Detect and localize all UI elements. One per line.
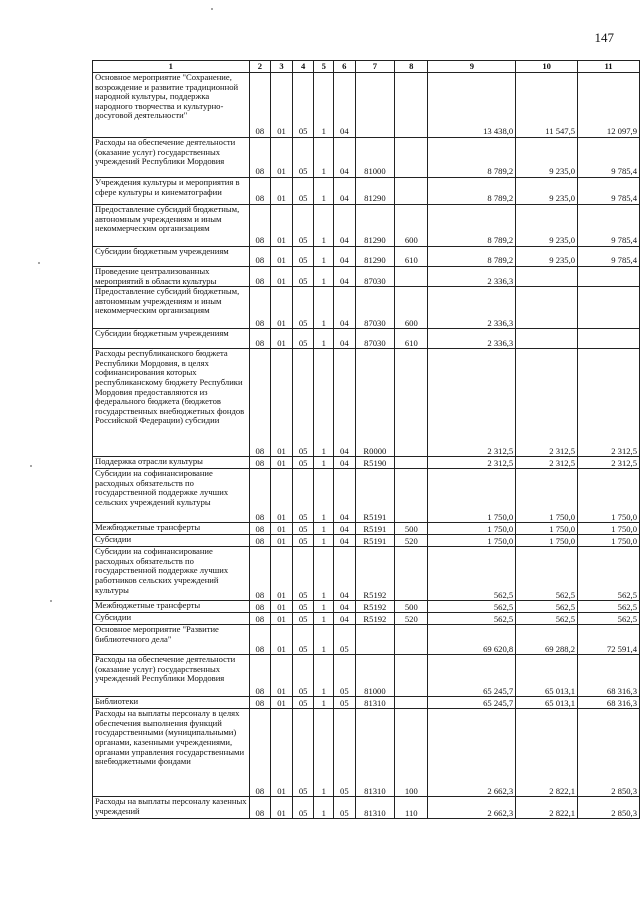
code-cell: 01	[271, 457, 293, 469]
row-name: Субсидии бюджетным учреждениям	[93, 247, 250, 267]
code-cell: 05	[292, 601, 314, 613]
page-number: 147	[594, 30, 614, 45]
scan-speck	[30, 465, 32, 467]
code-cell: 05	[292, 535, 314, 547]
code-cell: 05	[292, 655, 314, 697]
code-cell: 08	[249, 655, 271, 697]
code-cell: 08	[249, 469, 271, 523]
code-cell: R5191	[355, 535, 395, 547]
code-cell: 05	[334, 697, 356, 709]
code-cell: 1	[314, 138, 334, 178]
code-cell: 04	[334, 535, 356, 547]
code-cell: 05	[292, 697, 314, 709]
code-cell: 01	[271, 613, 293, 625]
code-cell: 08	[249, 247, 271, 267]
code-cell: 08	[249, 457, 271, 469]
code-cell: 81310	[355, 697, 395, 709]
amount-cell: 8 789,2	[428, 178, 516, 205]
amount-cell	[578, 287, 640, 329]
code-cell: 81290	[355, 247, 395, 267]
table-row	[93, 287, 640, 329]
code-cell: 01	[271, 73, 293, 138]
row-name: Субсидии	[93, 613, 250, 625]
code-cell: 01	[271, 523, 293, 535]
code-cell: 81290	[355, 178, 395, 205]
row-name: Расходы на обеспечение деятельности (оказание услуг) государственных учреждений Республики Мордовия	[93, 138, 250, 178]
amount-cell: 1 750,0	[578, 535, 640, 547]
table-header-row	[93, 61, 640, 73]
code-cell: 81310	[355, 709, 395, 797]
code-cell	[395, 73, 428, 138]
table-row	[93, 547, 640, 601]
table-row	[93, 73, 640, 138]
row-name: Межбюджетные трансферты	[93, 523, 250, 535]
code-cell: 08	[249, 138, 271, 178]
amount-cell: 68 316,3	[578, 655, 640, 697]
code-cell: 08	[249, 287, 271, 329]
code-cell: 01	[271, 205, 293, 247]
code-cell: 81310	[355, 797, 395, 819]
code-cell: 01	[271, 138, 293, 178]
amount-cell: 65 013,1	[516, 697, 578, 709]
amount-cell: 562,5	[578, 613, 640, 625]
code-cell: 500	[395, 601, 428, 613]
code-cell: 08	[249, 601, 271, 613]
amount-cell: 65 245,7	[428, 655, 516, 697]
code-cell: 1	[314, 797, 334, 819]
code-cell: 1	[314, 287, 334, 329]
column-header-6: 6	[334, 61, 356, 73]
code-cell: 08	[249, 178, 271, 205]
code-cell: 600	[395, 287, 428, 329]
table-row	[93, 655, 640, 697]
code-cell	[395, 697, 428, 709]
table-row	[93, 469, 640, 523]
row-name: Учреждения культуры и мероприятия в сфере культуры и кинематографии	[93, 178, 250, 205]
code-cell: 01	[271, 547, 293, 601]
code-cell: R5191	[355, 469, 395, 523]
amount-cell: 2 822,1	[516, 797, 578, 819]
table-row	[93, 205, 640, 247]
column-header-2: 2	[249, 61, 271, 73]
code-cell	[395, 267, 428, 287]
code-cell: 05	[292, 523, 314, 535]
code-cell: 610	[395, 329, 428, 349]
code-cell: 05	[292, 457, 314, 469]
table-row	[93, 267, 640, 287]
amount-cell: 9 785,4	[578, 247, 640, 267]
code-cell: 04	[334, 138, 356, 178]
code-cell: 05	[292, 73, 314, 138]
table-row	[93, 329, 640, 349]
amount-cell	[578, 329, 640, 349]
code-cell: 01	[271, 287, 293, 329]
code-cell: 1	[314, 247, 334, 267]
amount-cell: 72 591,4	[578, 625, 640, 655]
table-row	[93, 613, 640, 625]
amount-cell: 2 336,3	[428, 329, 516, 349]
code-cell: 05	[292, 349, 314, 457]
amount-cell	[516, 287, 578, 329]
code-cell: 01	[271, 625, 293, 655]
amount-cell: 9 235,0	[516, 138, 578, 178]
code-cell: R5192	[355, 547, 395, 601]
code-cell: 04	[334, 247, 356, 267]
amount-cell: 8 789,2	[428, 205, 516, 247]
column-header-8: 8	[395, 61, 428, 73]
code-cell: 01	[271, 709, 293, 797]
scan-speck	[50, 600, 52, 602]
code-cell: 500	[395, 523, 428, 535]
code-cell: 05	[292, 178, 314, 205]
amount-cell	[516, 329, 578, 349]
code-cell: 08	[249, 709, 271, 797]
code-cell	[395, 457, 428, 469]
code-cell: 05	[292, 267, 314, 287]
row-name: Расходы на выплаты персоналу в целях обеспечения выполнения функций государственными (муниципальными) органами, казенными учреждениями, органами управления государственными внебюджетными фондами	[93, 709, 250, 797]
table-row	[93, 523, 640, 535]
code-cell: 05	[292, 469, 314, 523]
code-cell	[355, 73, 395, 138]
column-header-11: 11	[578, 61, 640, 73]
amount-cell: 1 750,0	[428, 469, 516, 523]
amount-cell: 1 750,0	[516, 535, 578, 547]
code-cell	[395, 625, 428, 655]
code-cell: 05	[292, 547, 314, 601]
code-cell	[395, 138, 428, 178]
amount-cell: 2 312,5	[516, 349, 578, 457]
amount-cell: 65 245,7	[428, 697, 516, 709]
row-name: Межбюджетные трансферты	[93, 601, 250, 613]
code-cell: 01	[271, 601, 293, 613]
table-row	[93, 709, 640, 797]
amount-cell: 65 013,1	[516, 655, 578, 697]
code-cell: 05	[292, 247, 314, 267]
scan-speck	[38, 262, 40, 264]
code-cell: 08	[249, 349, 271, 457]
code-cell: 05	[334, 655, 356, 697]
code-cell: 05	[292, 329, 314, 349]
table-row	[93, 457, 640, 469]
amount-cell: 562,5	[428, 601, 516, 613]
code-cell: 1	[314, 349, 334, 457]
code-cell: 610	[395, 247, 428, 267]
code-cell: 1	[314, 697, 334, 709]
code-cell: 04	[334, 205, 356, 247]
code-cell: 87030	[355, 329, 395, 349]
amount-cell: 69 288,2	[516, 625, 578, 655]
code-cell: 1	[314, 655, 334, 697]
code-cell: 08	[249, 329, 271, 349]
table-row	[93, 178, 640, 205]
table-row	[93, 601, 640, 613]
code-cell: 05	[334, 709, 356, 797]
code-cell: 08	[249, 267, 271, 287]
code-cell: 520	[395, 535, 428, 547]
amount-cell: 69 620,8	[428, 625, 516, 655]
amount-cell: 562,5	[516, 547, 578, 601]
code-cell: 05	[292, 709, 314, 797]
code-cell: 05	[292, 625, 314, 655]
code-cell: 08	[249, 547, 271, 601]
code-cell: 1	[314, 457, 334, 469]
code-cell: 01	[271, 349, 293, 457]
row-name: Основное мероприятие "Развитие библиотечного дела"	[93, 625, 250, 655]
budget-table	[92, 60, 640, 819]
code-cell: 01	[271, 267, 293, 287]
table-row	[93, 697, 640, 709]
code-cell: 04	[334, 457, 356, 469]
amount-cell: 2 336,3	[428, 267, 516, 287]
code-cell: 100	[395, 709, 428, 797]
code-cell	[395, 655, 428, 697]
code-cell	[395, 547, 428, 601]
code-cell: 08	[249, 73, 271, 138]
code-cell: 04	[334, 469, 356, 523]
code-cell: 1	[314, 523, 334, 535]
code-cell: 08	[249, 205, 271, 247]
table-row	[93, 625, 640, 655]
code-cell: 05	[292, 797, 314, 819]
amount-cell: 2 312,5	[578, 349, 640, 457]
amount-cell: 562,5	[516, 613, 578, 625]
code-cell: 05	[334, 797, 356, 819]
code-cell: R5190	[355, 457, 395, 469]
column-header-3: 3	[271, 61, 293, 73]
code-cell: 08	[249, 523, 271, 535]
table-row	[93, 797, 640, 819]
amount-cell: 562,5	[428, 613, 516, 625]
table-row	[93, 138, 640, 178]
code-cell: 08	[249, 613, 271, 625]
code-cell: 08	[249, 797, 271, 819]
amount-cell: 2 312,5	[428, 457, 516, 469]
code-cell: 04	[334, 329, 356, 349]
code-cell	[395, 469, 428, 523]
code-cell: 81290	[355, 205, 395, 247]
amount-cell: 2 312,5	[428, 349, 516, 457]
code-cell	[395, 349, 428, 457]
code-cell: 05	[292, 205, 314, 247]
code-cell: 600	[395, 205, 428, 247]
code-cell: 1	[314, 205, 334, 247]
amount-cell: 562,5	[428, 547, 516, 601]
amount-cell: 68 316,3	[578, 697, 640, 709]
amount-cell: 1 750,0	[516, 469, 578, 523]
amount-cell: 2 850,3	[578, 709, 640, 797]
amount-cell: 8 789,2	[428, 247, 516, 267]
code-cell: 87030	[355, 267, 395, 287]
code-cell: 01	[271, 469, 293, 523]
row-name: Расходы республиканского бюджета Республики Мордовия, в целях софинансирования которых республиканскому бюджету Республики Мордовия предоставляются из федерального бюджета (бюджетов государственных внебюджетных фондов Российской Федерации) субсидии	[93, 349, 250, 457]
amount-cell: 11 547,5	[516, 73, 578, 138]
code-cell: 05	[292, 613, 314, 625]
code-cell	[395, 178, 428, 205]
amount-cell: 2 312,5	[516, 457, 578, 469]
code-cell: 110	[395, 797, 428, 819]
code-cell: 05	[292, 287, 314, 329]
code-cell: 81000	[355, 655, 395, 697]
row-name: Субсидии бюджетным учреждениям	[93, 329, 250, 349]
amount-cell: 9 785,4	[578, 205, 640, 247]
amount-cell: 562,5	[578, 547, 640, 601]
code-cell: 1	[314, 625, 334, 655]
code-cell: 01	[271, 535, 293, 547]
row-name: Предоставление субсидий бюджетным, автономным учреждениям и иным некоммерческим организациям	[93, 205, 250, 247]
row-name: Основное мероприятие "Сохранение, возрождение и развитие традиционной народной культуры, поддержка народного творчества и культурно-досуговой деятельности"	[93, 73, 250, 138]
code-cell: 05	[292, 138, 314, 178]
amount-cell	[516, 267, 578, 287]
amount-cell: 1 750,0	[578, 523, 640, 535]
column-header-7: 7	[355, 61, 395, 73]
code-cell: 04	[334, 267, 356, 287]
row-name: Расходы на обеспечение деятельности (оказание услуг) государственных учреждений Республики Мордовия	[93, 655, 250, 697]
amount-cell: 1 750,0	[428, 535, 516, 547]
amount-cell: 9 235,0	[516, 247, 578, 267]
code-cell: 1	[314, 469, 334, 523]
amount-cell: 2 312,5	[578, 457, 640, 469]
amount-cell: 12 097,9	[578, 73, 640, 138]
code-cell: R5192	[355, 601, 395, 613]
code-cell: 01	[271, 329, 293, 349]
code-cell: 04	[334, 613, 356, 625]
code-cell: 1	[314, 535, 334, 547]
row-name: Субсидии на софинансирование расходных обязательств по государственной поддержке лучших сельских учреждений культуры	[93, 469, 250, 523]
code-cell: 04	[334, 287, 356, 329]
amount-cell: 1 750,0	[578, 469, 640, 523]
row-name: Субсидии на софинансирование расходных обязательств по государственной поддержке лучших работников сельских учреждений культуры	[93, 547, 250, 601]
column-header-5: 5	[314, 61, 334, 73]
code-cell: 1	[314, 267, 334, 287]
amount-cell: 9 235,0	[516, 178, 578, 205]
amount-cell: 13 438,0	[428, 73, 516, 138]
code-cell: 01	[271, 247, 293, 267]
code-cell: 08	[249, 697, 271, 709]
code-cell: 01	[271, 178, 293, 205]
table-body	[93, 73, 640, 819]
code-cell: 1	[314, 547, 334, 601]
code-cell: 08	[249, 535, 271, 547]
amount-cell: 1 750,0	[516, 523, 578, 535]
code-cell: 05	[334, 625, 356, 655]
column-header-4: 4	[292, 61, 314, 73]
code-cell: 01	[271, 797, 293, 819]
amount-cell: 1 750,0	[428, 523, 516, 535]
code-cell	[355, 625, 395, 655]
amount-cell: 9 785,4	[578, 178, 640, 205]
amount-cell: 2 822,1	[516, 709, 578, 797]
code-cell: 04	[334, 178, 356, 205]
code-cell: 1	[314, 329, 334, 349]
row-name: Расходы на выплаты персоналу казенных учреждений	[93, 797, 250, 819]
code-cell: 04	[334, 601, 356, 613]
code-cell: 04	[334, 349, 356, 457]
code-cell: 01	[271, 655, 293, 697]
code-cell: 08	[249, 625, 271, 655]
amount-cell: 8 789,2	[428, 138, 516, 178]
amount-cell: 562,5	[578, 601, 640, 613]
column-header-9: 9	[428, 61, 516, 73]
scan-speck	[211, 8, 213, 10]
code-cell: 04	[334, 547, 356, 601]
amount-cell: 2 850,3	[578, 797, 640, 819]
code-cell: 1	[314, 613, 334, 625]
amount-cell: 2 662,3	[428, 797, 516, 819]
amount-cell	[578, 267, 640, 287]
column-header-10: 10	[516, 61, 578, 73]
row-name: Предоставление субсидий бюджетным, автономным учреждениям и иным некоммерческим организациям	[93, 287, 250, 329]
row-name: Библиотеки	[93, 697, 250, 709]
row-name: Субсидии	[93, 535, 250, 547]
table-row	[93, 535, 640, 547]
column-header-1: 1	[93, 61, 250, 73]
code-cell: 01	[271, 697, 293, 709]
code-cell: R5192	[355, 613, 395, 625]
code-cell: 87030	[355, 287, 395, 329]
row-name: Проведение централизованных мероприятий в области культуры	[93, 267, 250, 287]
code-cell: 04	[334, 73, 356, 138]
code-cell: 520	[395, 613, 428, 625]
code-cell: 1	[314, 178, 334, 205]
code-cell: 1	[314, 73, 334, 138]
code-cell: 1	[314, 601, 334, 613]
row-name: Поддержка отрасли культуры	[93, 457, 250, 469]
amount-cell: 9 235,0	[516, 205, 578, 247]
table-row	[93, 349, 640, 457]
code-cell: 81000	[355, 138, 395, 178]
code-cell: R0000	[355, 349, 395, 457]
code-cell: R5191	[355, 523, 395, 535]
amount-cell: 2 662,3	[428, 709, 516, 797]
amount-cell: 562,5	[516, 601, 578, 613]
amount-cell: 9 785,4	[578, 138, 640, 178]
table-row	[93, 247, 640, 267]
amount-cell: 2 336,3	[428, 287, 516, 329]
code-cell: 04	[334, 523, 356, 535]
code-cell: 1	[314, 709, 334, 797]
